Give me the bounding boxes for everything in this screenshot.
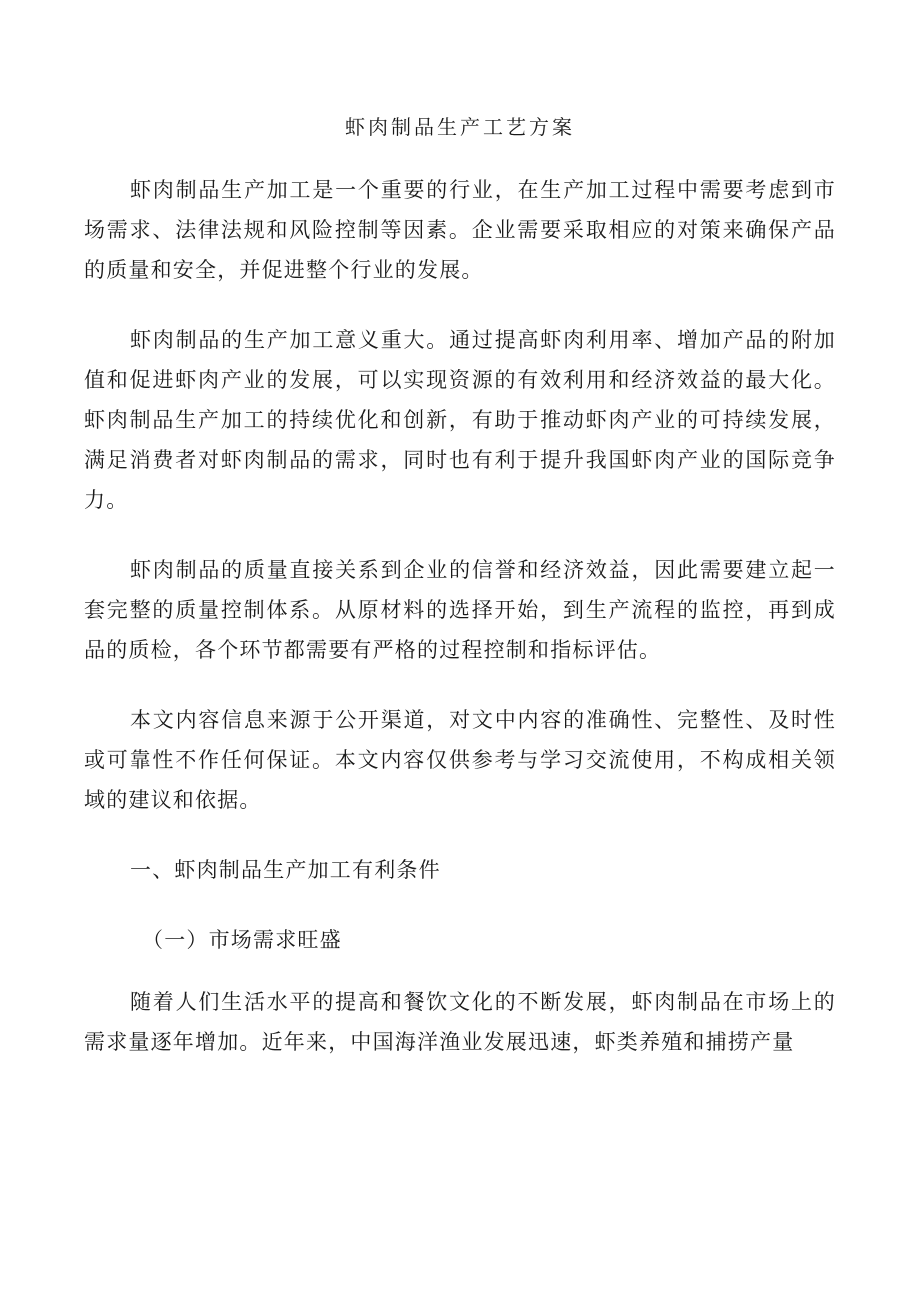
subsection-heading: （一）市场需求旺盛 <box>142 928 342 952</box>
paragraph-quality: 虾肉制品的质量直接关系到企业的信誉和经济效益，因此需要建立起一套完整的质量控制体系。从原材料的选择开始，到生产流程的监控，再到成品的质检，各个环节都需要有严格的过程控制和指标评估。 <box>84 558 836 662</box>
document-title: 虾肉制品生产工艺方案 <box>345 115 575 139</box>
paragraph-intro: 虾肉制品生产加工是一个重要的行业，在生产加工过程中需要考虑到市场需求、法律法规和风险控制等因素。企业需要采取相应的对策来确保产品的质量和安全，并促进整个行业的发展。 <box>84 178 836 282</box>
paragraph-significance: 虾肉制品的生产加工意义重大。通过提高虾肉利用率、增加产品的附加值和促进虾肉产业的发展，可以实现资源的有效利用和经济效益的最大化。虾肉制品生产加工的持续优化和创新，有助于推动虾肉产业的可持续发展，满足消费者对虾肉制品的需求，同时也有利于提升我国虾肉产业的国际竞争力。 <box>84 328 836 512</box>
section-heading: 一、虾肉制品生产加工有利条件 <box>130 858 441 882</box>
paragraph-disclaimer: 本文内容信息来源于公开渠道，对文中内容的准确性、完整性、及时性或可靠性不作任何保证。本文内容仅供参考与学习交流使用，不构成相关领域的建议和依据。 <box>84 708 836 812</box>
paragraph-market-demand: 随着人们生活水平的提高和餐饮文化的不断发展，虾肉制品在市场上的需求量逐年增加。近年来，中国海洋渔业发展迅速，虾类养殖和捕捞产量 <box>84 990 836 1054</box>
document-body <box>84 170 836 1092</box>
